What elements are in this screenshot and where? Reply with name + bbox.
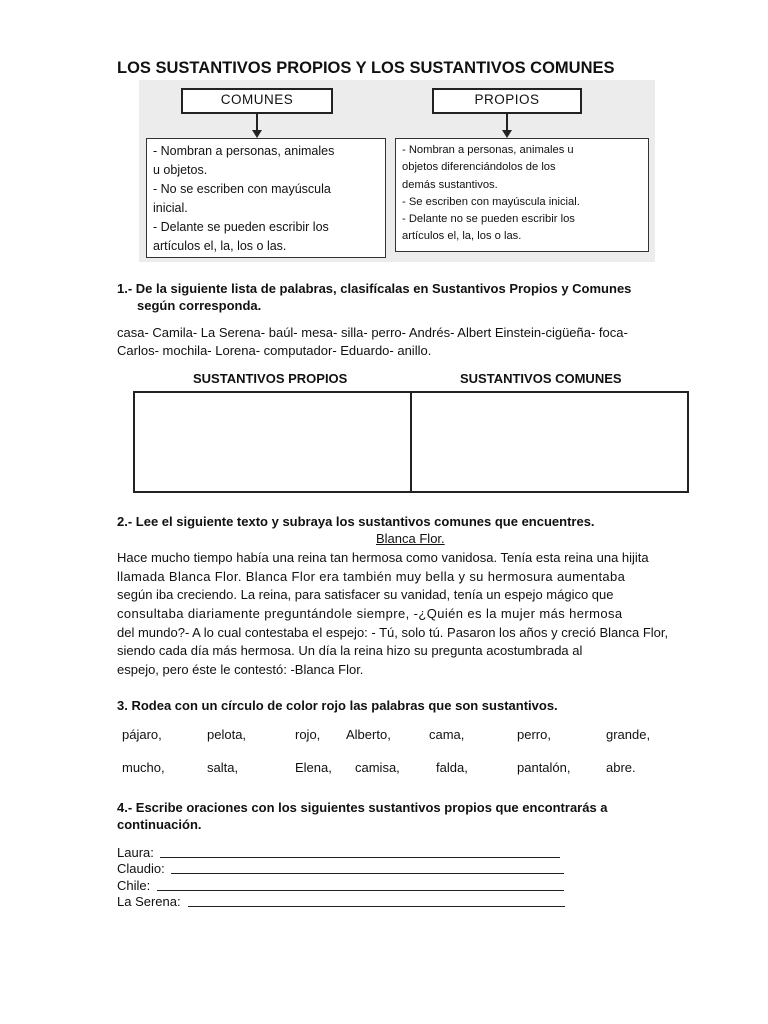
story-line: del mundo?- A lo cual contestaba el espejo: - Tú, solo tú. Pasaron los años y creció Blanca Flor,: [117, 625, 669, 640]
propios-def-line: objetos diferenciándolos de los: [402, 161, 556, 174]
word-option[interactable]: pantalón,: [517, 760, 571, 775]
word-option[interactable]: camisa,: [355, 760, 400, 775]
word-option[interactable]: Elena,: [295, 760, 332, 775]
column-header-propios: SUSTANTIVOS PROPIOS: [193, 371, 348, 386]
word-option[interactable]: Alberto,: [346, 727, 391, 742]
word-option[interactable]: grande,: [606, 727, 651, 742]
prompt-la-serena: La Serena:: [117, 894, 181, 909]
propios-def-line: - Nombran a personas, animales u: [402, 144, 574, 156]
q3-title: 3. Rodea con un círculo de color rojo las palabras que son sustantivos.: [117, 698, 558, 713]
q4-title-line2: continuación.: [117, 817, 202, 832]
page-title: LOS SUSTANTIVOS PROPIOS Y LOS SUSTANTIVOS COMUNES: [117, 59, 615, 77]
q4-title-line1: 4.- Escribe oraciones con los siguientes sustantivos propios que encontrarás a: [117, 800, 608, 815]
comunes-def-line: - Delante se pueden escribir los: [153, 220, 329, 234]
prompt-laura: Laura:: [117, 845, 154, 860]
q1-title-line2: según corresponda.: [137, 298, 262, 313]
q1-words-line2: Carlos- mochila- Lorena- computador- Eduardo- anillo.: [117, 343, 432, 358]
table-divider: [410, 391, 412, 493]
propios-def-line: artículos el, la, los o las.: [402, 230, 522, 243]
story-line: llamada Blanca Flor. Blanca Flor era también muy bella y su hermosura aumentaba: [117, 569, 626, 584]
story-line: espejo, pero éste le contestó: -Blanca Flor.: [117, 662, 364, 677]
word-option[interactable]: pelota,: [207, 727, 247, 742]
word-option[interactable]: salta,: [207, 760, 239, 775]
q1-words-line1: casa- Camila- La Serena- baúl- mesa- silla- perro- Andrés- Albert Einstein-cigüeña- foca-: [117, 325, 628, 340]
word-option[interactable]: falda,: [436, 760, 468, 775]
word-option[interactable]: cama,: [429, 727, 465, 742]
prompt-claudio: Claudio:: [117, 861, 165, 876]
comunes-arrow-line: [256, 114, 258, 131]
story-title: Blanca Flor.: [376, 531, 445, 546]
story-line: consultaba diariamente preguntándole siempre, -¿Quién es la mujer más hermosa: [117, 606, 623, 621]
word-option[interactable]: perro,: [517, 727, 551, 742]
story-line: siendo cada día más hermosa. Un día la reina hizo su pregunta acostumbrada al: [117, 643, 583, 658]
word-option[interactable]: abre.: [606, 760, 636, 775]
comunes-label-box: COMUNES: [181, 88, 333, 114]
word-option[interactable]: rojo,: [295, 727, 321, 742]
comunes-def-line: u objetos.: [153, 163, 208, 177]
propios-definition-box: [395, 138, 649, 252]
comunes-arrow-head: [252, 130, 262, 138]
comunes-def-line: inicial.: [153, 201, 188, 215]
propios-label-box: PROPIOS: [432, 88, 582, 114]
comunes-def-line: - Nombran a personas, animales: [153, 144, 335, 158]
propios-arrow-head: [502, 130, 512, 138]
prompt-chile: Chile:: [117, 878, 151, 893]
propios-arrow-line: [506, 114, 508, 131]
answer-line-claudio[interactable]: [171, 873, 564, 874]
comunes-def-line: artículos el, la, los o las.: [153, 239, 287, 253]
column-header-comunes: SUSTANTIVOS COMUNES: [460, 371, 622, 386]
word-option[interactable]: pájaro,: [122, 727, 162, 742]
comunes-definition-box: [146, 138, 386, 258]
propios-def-line: - Delante no se pueden escribir los: [402, 213, 575, 226]
answer-line-laura[interactable]: [160, 857, 560, 858]
comunes-def-line: - No se escriben con mayúscula: [153, 182, 331, 196]
word-option[interactable]: mucho,: [122, 760, 165, 775]
story-line: Hace mucho tiempo había una reina tan hermosa como vanidosa. Tenía esta reina una hijita: [117, 550, 649, 565]
q1-title-line1: 1.- De la siguiente lista de palabras, clasifícalas en Sustantivos Propios y Comunes: [117, 281, 632, 296]
q2-title: 2.- Lee el siguiente texto y subraya los sustantivos comunes que encuentres.: [117, 514, 595, 529]
story-line: según iba creciendo. La reina, para satisfacer su vanidad, tenía un espejo mágico que: [117, 587, 614, 602]
propios-def-line: - Se escriben con mayúscula inicial.: [402, 195, 580, 208]
propios-def-line: demás sustantivos.: [402, 178, 498, 191]
answer-line-chile[interactable]: [157, 890, 564, 891]
answer-line-la-serena[interactable]: [188, 906, 565, 907]
